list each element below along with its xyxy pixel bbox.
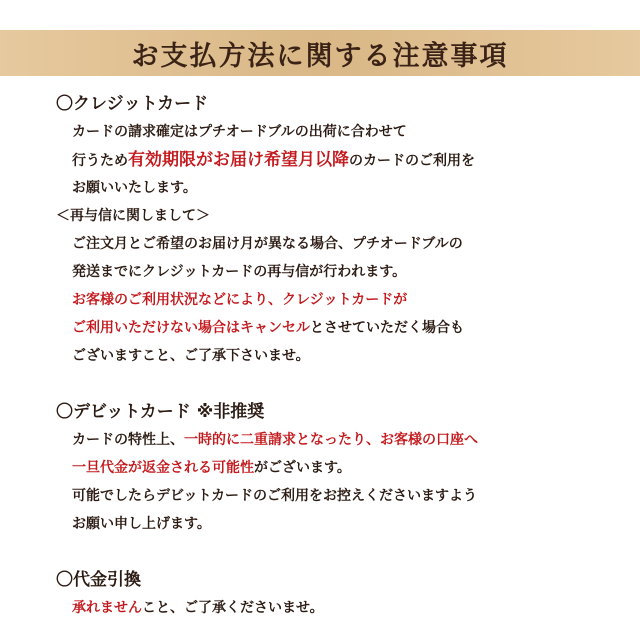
- debit-line-2: [56, 454, 626, 482]
- section-spacer: [56, 370, 626, 398]
- debit-card-section: [56, 398, 626, 538]
- credit-cancel-emphasis: ご利用いただけない場合はキャンセル: [72, 320, 310, 336]
- credit-line-6: お客様のご利用状況などにより、クレジットカードが: [72, 292, 408, 308]
- reauthorization-subheading: ＜再与信に関しまして＞: [56, 208, 210, 224]
- title-banner: [0, 30, 640, 76]
- debit-line-1: [56, 426, 626, 454]
- cod-line-1-tail: こと、ご了承くださいませ。: [142, 600, 324, 616]
- debit-double-charge-emphasis: 一時的に二重請求となったり、お客様の口座へ: [184, 432, 478, 448]
- cod-unavailable-emphasis: 承れません: [72, 600, 142, 616]
- cod-line-1: [56, 594, 626, 622]
- debit-line-1-text: カードの特性上、: [72, 432, 184, 448]
- credit-card-section: [56, 90, 626, 370]
- credit-line-2: [56, 146, 626, 174]
- section-spacer-2: [56, 538, 626, 566]
- credit-expiry-emphasis: 有効期限がお届け希望月以降: [128, 150, 349, 170]
- debit-refund-emphasis: 一旦代金が返金される可能性: [72, 460, 254, 476]
- cod-section: [56, 566, 626, 622]
- credit-line-7: [56, 314, 626, 342]
- debit-line-4: お願い申し上げます。: [72, 516, 211, 532]
- credit-line-8: ございますこと、ご了承下さいませ。: [72, 348, 310, 364]
- notice-content: [56, 90, 626, 622]
- debit-card-heading: 〇デビットカード ※非推奨: [56, 402, 265, 422]
- credit-line-1: カードの請求確定はプチオードブルの出荷に合わせて: [72, 124, 407, 140]
- credit-line-3: お願いいたします。: [72, 180, 197, 196]
- credit-card-heading: 〇クレジットカード: [56, 94, 209, 114]
- debit-line-2-tail: がございます。: [254, 460, 351, 476]
- credit-line-7-tail: とさせていただく場合も: [310, 320, 464, 336]
- page-title: お支払方法に関する注意事項: [131, 40, 509, 72]
- credit-line-2-tail: のカードのご利用を: [349, 153, 475, 169]
- credit-line-4: ご注文月とご希望のお届け月が異なる場合、プチオードブルの: [72, 236, 463, 252]
- credit-line-5: 発送までにクレジットカードの再与信が行われます。: [72, 264, 407, 280]
- cod-heading: 〇代金引換: [56, 570, 141, 590]
- credit-line-2-text: 行うため: [72, 153, 128, 169]
- debit-line-3: 可能でしたらデビットカードのご利用をお控えくださいますよう: [72, 488, 478, 504]
